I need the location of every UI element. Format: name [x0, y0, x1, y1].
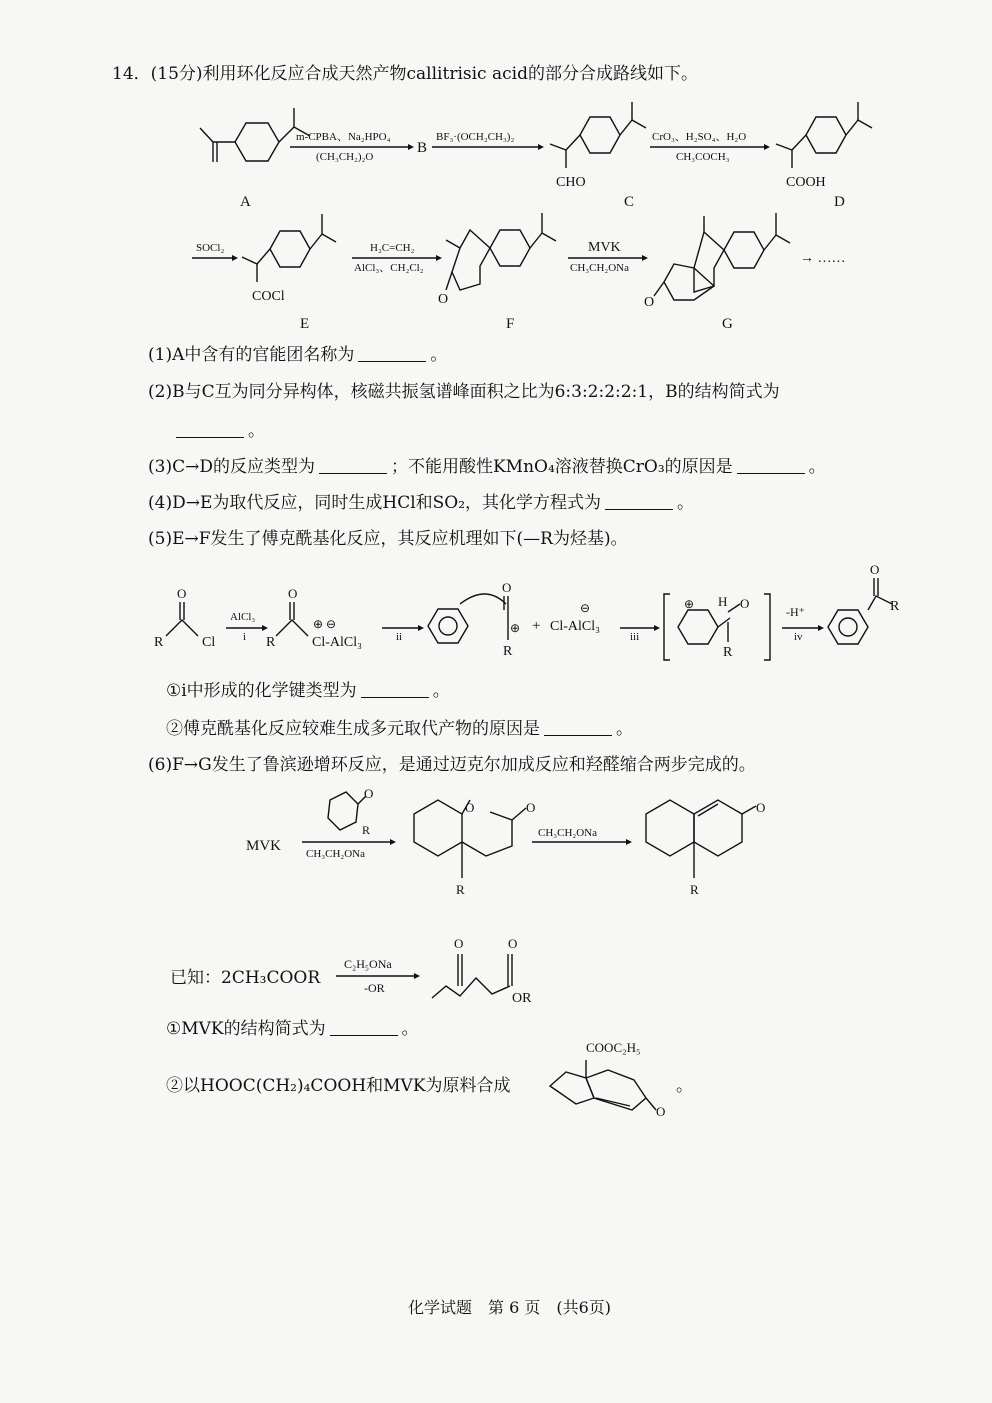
mech-step-iii: iii [630, 631, 640, 643]
reagent-5-bottom: AlCl₃、CH₂Cl₂ [354, 262, 424, 274]
rob-int-o-2: O [526, 800, 536, 815]
q5-text: (5)E→F发生了傅克酰基化反应，其反应机理如下(—R为烃基)。 [148, 529, 628, 549]
label-d: D [834, 194, 845, 210]
compound-f [446, 213, 556, 290]
svg-text:⊕: ⊕ [684, 597, 695, 611]
known-reaction [336, 936, 532, 1006]
known-o-1: O [454, 936, 464, 951]
reagent-3-top: CrO₃、H₂SO₄、H₂O [652, 131, 747, 143]
mech-alcl3-reagent: AlCl₃ [230, 611, 256, 623]
q6-2-text: ②以HOOC(CH₂)₄COOH和MVK为原料合成 [166, 1076, 511, 1096]
reagent-1-bottom: (CH₃CH₂)₂O [316, 151, 374, 163]
mech-step-i: i [243, 631, 247, 643]
q5-1-text: ①i中形成的化学键类型为 。 [166, 681, 450, 701]
mech-acyl-o: O [177, 586, 187, 601]
q2-answer-line: 。 [172, 420, 265, 442]
target-o: O [656, 1104, 666, 1119]
label-c: C [624, 194, 635, 210]
svg-text:⊖: ⊖ [580, 601, 591, 615]
target-ester: COOC₂H₅ [586, 1040, 641, 1055]
reagent-5-top: H₂C=CH₂ [370, 242, 415, 254]
known-bot: -OR [364, 981, 385, 995]
q1-text: (1)A中含有的官能团名称为 。 [148, 345, 448, 365]
reagent-6-bottom: CH₃CH₂ONa [570, 262, 630, 274]
label-f: F [506, 316, 515, 332]
compound-g [654, 213, 790, 300]
target-structure [550, 1040, 665, 1119]
q2-text: (2)B与C互为同分异构体，核磁共振氢谱峰面积之比为6:3:2:2:2:1，B的结构简式为 [148, 382, 780, 402]
q5-2-text: ②傅克酰基化反应较难生成多元取代产物的原因是 。 [166, 719, 633, 739]
known-text: 已知：2CH₃COOR [170, 968, 321, 988]
rob-base-1: CH₃CH₂ONa [306, 848, 366, 860]
cooh-label: COOH [786, 175, 826, 190]
question-14-intro: 14．(15分)利用环化反应合成天然产物callitrisic acid的部分合成路线如下。 [112, 64, 698, 84]
svg-text:⊕: ⊕ [510, 621, 521, 635]
compound-a [200, 108, 310, 162]
reagent-6-top: MVK [588, 240, 621, 255]
label-a: A [240, 194, 251, 210]
rob-prod-o: O [756, 800, 766, 815]
mech-cl-alcl3-2: Cl-AlCl₃ [550, 619, 600, 634]
rob-reagent-r: R [362, 823, 371, 837]
mechanism-diagram [154, 562, 900, 660]
known-or: OR [512, 991, 532, 1006]
compound-c [550, 102, 646, 168]
known-top: C₂H₅ONa [344, 957, 392, 971]
rob-base-2: CH₃CH₂ONa [538, 827, 598, 839]
mech-cl-1: Cl [202, 635, 216, 650]
reagent-1-top: m-CPBA、Na₂HPO₄ [296, 131, 391, 143]
cocl-label: COCl [252, 289, 285, 304]
mech-cl-alcl3: Cl-AlCl₃ [312, 635, 362, 650]
mech-acylium-o: O [502, 580, 512, 595]
rob-int-r: R [456, 882, 465, 897]
q6-2-period: 。 [676, 1076, 693, 1096]
mech-sigma-o: O [740, 596, 750, 611]
compound-e [242, 214, 336, 282]
mech-r-4: R [723, 645, 733, 660]
q6-1-text: ①MVK的结构简式为 。 [166, 1019, 419, 1039]
compound-d [776, 102, 872, 168]
reagent-3-bottom: CH₃COCH₃ [676, 151, 730, 163]
label-b: B [417, 140, 428, 156]
reagent-4-top: SOCl₂ [196, 242, 225, 254]
q3-text: (3)C→D的反应类型为 ；不能用酸性KMnO₄溶液替换CrO₃的原因是 。 [148, 457, 826, 477]
cho-label: CHO [556, 175, 586, 190]
mech-product-o: O [870, 562, 880, 577]
mech-acyl-o-2: O [288, 586, 298, 601]
rob-reagent-o: O [364, 786, 374, 801]
q4-text: (4)D→E为取代反应，同时生成HCl和SO₂，其化学方程式为 。 [148, 493, 695, 513]
rob-mvk: MVK [246, 838, 282, 854]
rob-int-o-1: O [465, 800, 475, 815]
known-o-2: O [508, 936, 518, 951]
mech-step-ii: ii [396, 631, 403, 643]
q6-text: (6)F→G发生了鲁滨逊增环反应，是通过迈克尔加成反应和羟醛缩合两步完成的。 [148, 755, 756, 775]
f-carbonyl-o: O [438, 292, 449, 307]
mech-step-iv: iv [794, 631, 803, 643]
continuation-dots: → …… [800, 251, 846, 266]
label-g: G [722, 316, 733, 332]
mech-r-2: R [266, 635, 276, 650]
page-footer: 化学试题 第 6 页 (共6页) [408, 1298, 612, 1317]
reagent-2-top: BF₃·(OCH₂CH₃)₂ [436, 131, 515, 143]
robinson-diagram [246, 786, 765, 897]
mech-r-3: R [503, 644, 513, 659]
mech-h: H [718, 594, 728, 609]
g-carbonyl-o: O [644, 295, 655, 310]
mech-r-5: R [890, 599, 900, 614]
mech-r-1: R [154, 635, 164, 650]
mech-minus-h: -H⁺ [786, 605, 805, 619]
label-e: E [300, 316, 310, 332]
svg-text:⊕ ⊖: ⊕ ⊖ [313, 617, 337, 631]
rob-prod-r: R [690, 882, 699, 897]
mech-plus: + [532, 618, 541, 634]
